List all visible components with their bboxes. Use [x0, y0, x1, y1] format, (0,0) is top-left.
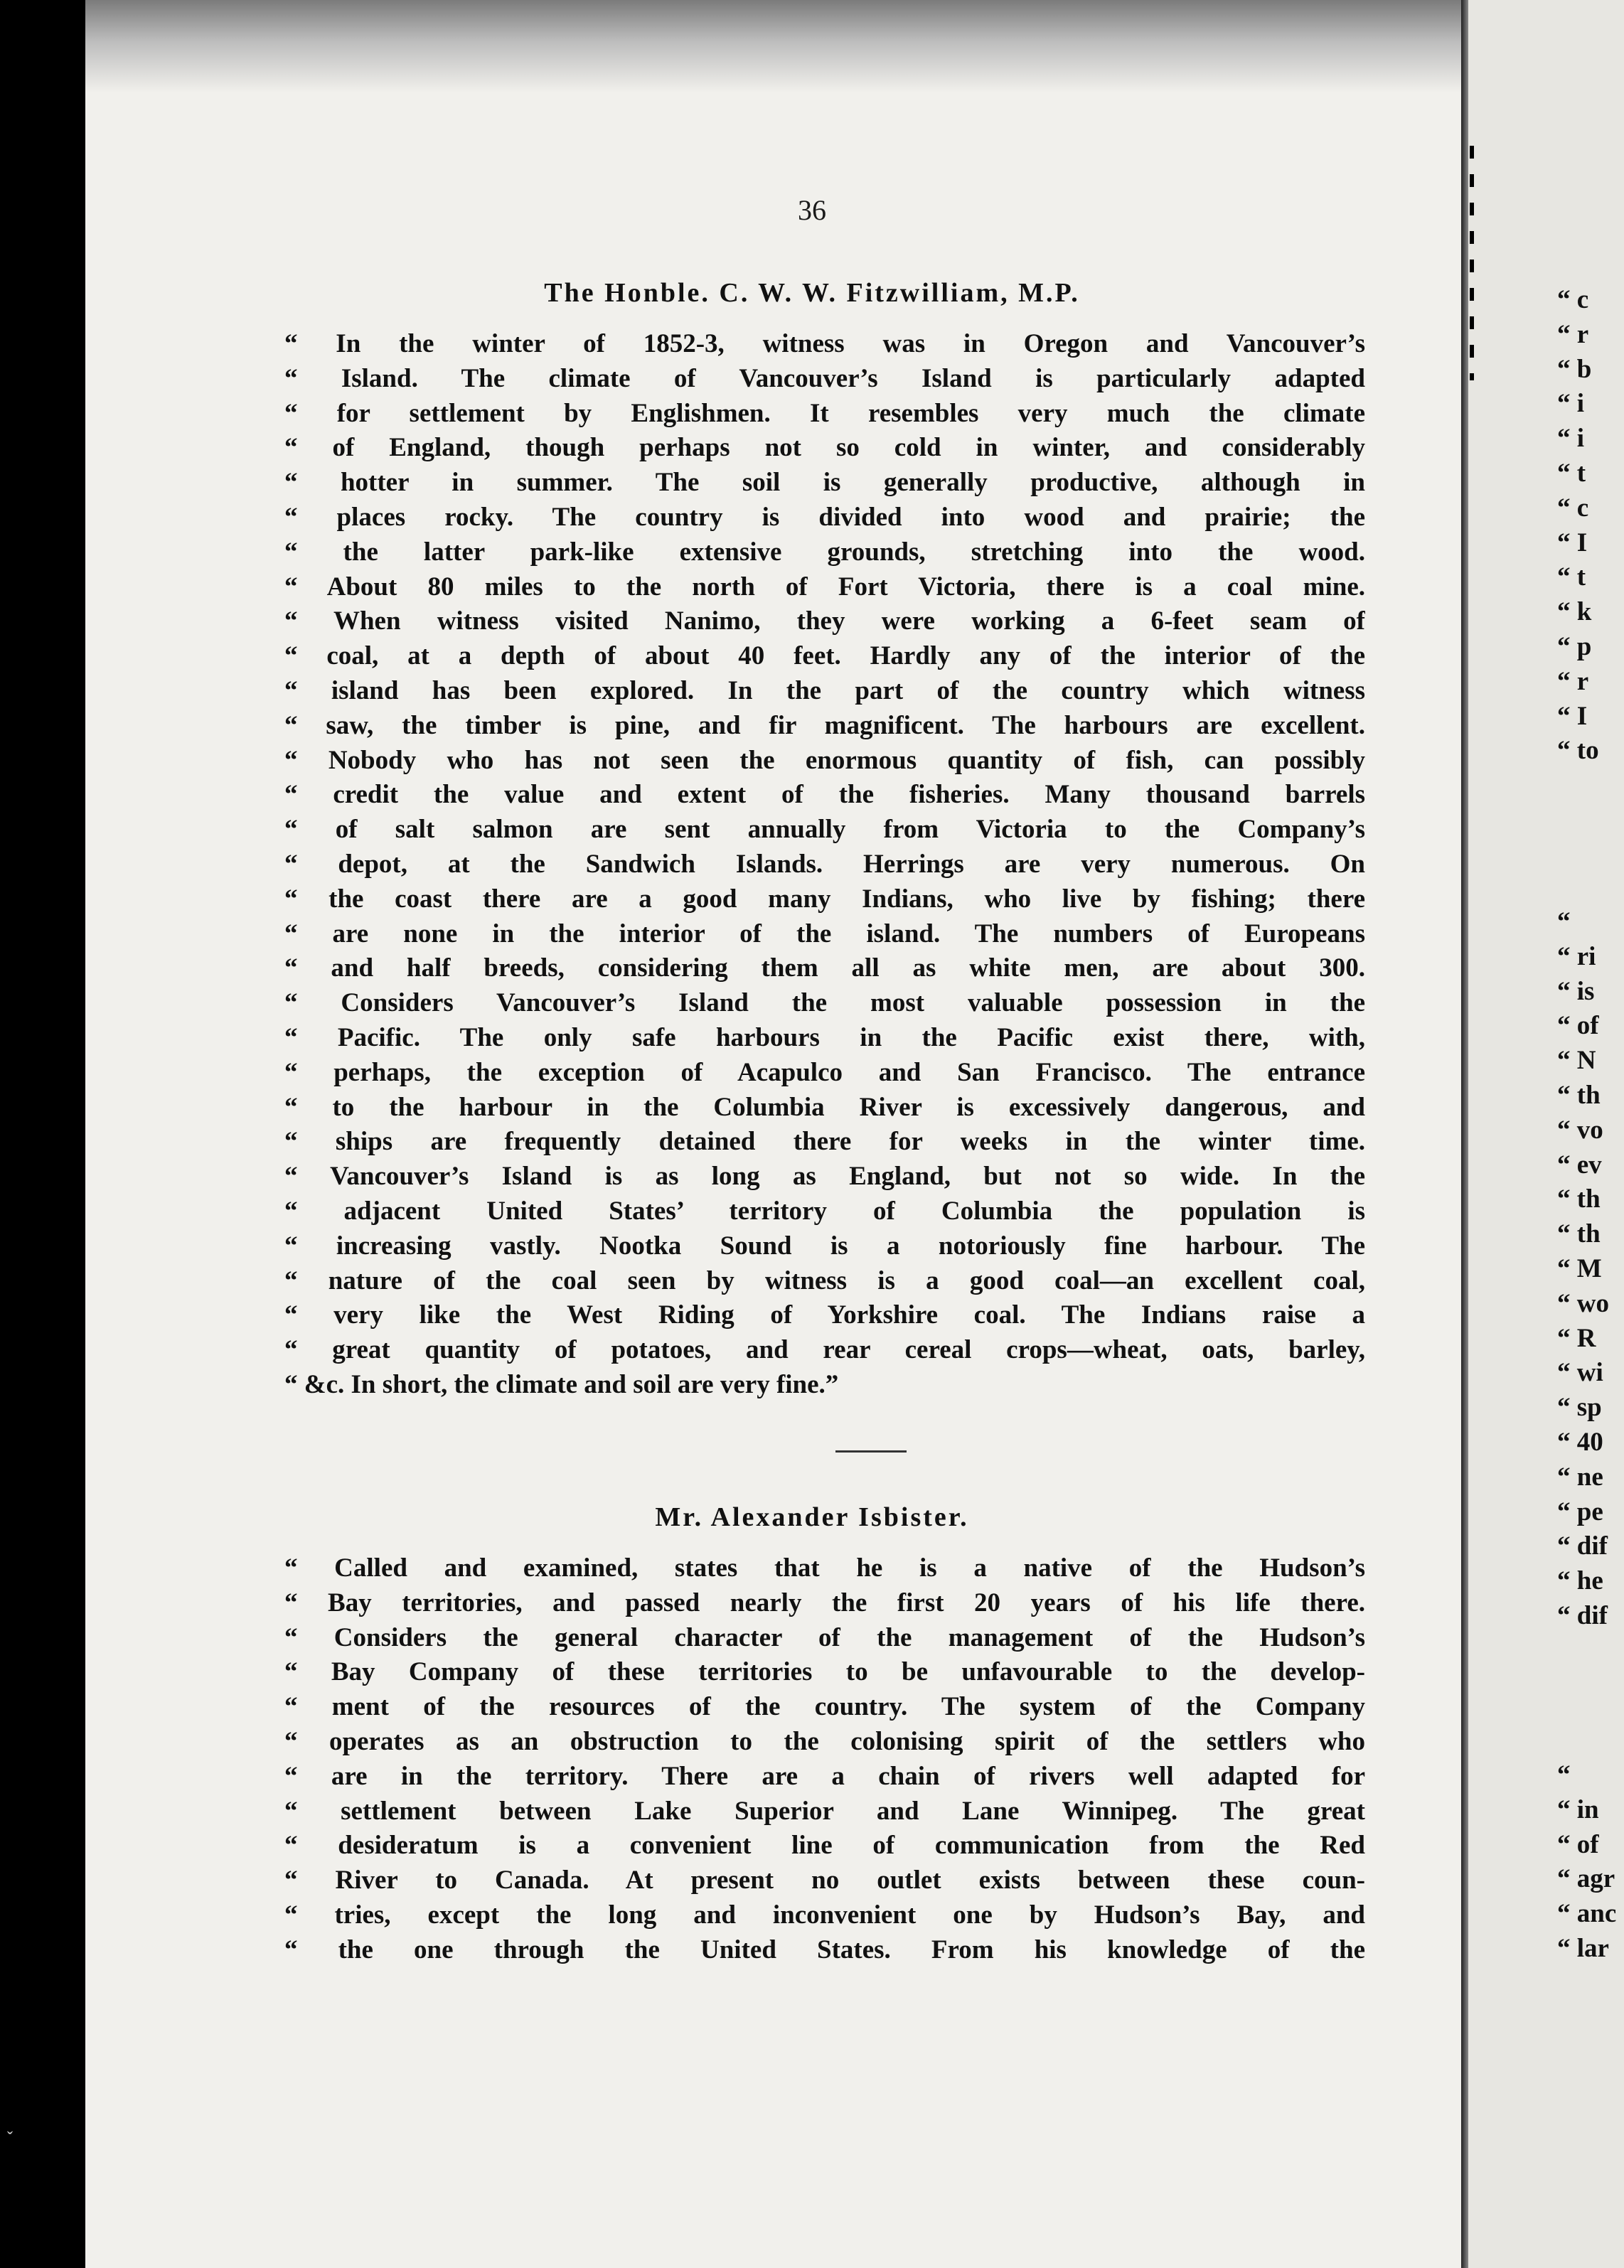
adjacent-fragment-1 — [1557, 283, 1624, 769]
text-line: “ wo — [1557, 1288, 1609, 1318]
text-line: “ Called and examined, states that he is a native of the Hudson’s — [284, 1553, 1365, 1583]
text-line: “ are none in the interior of the island. The numbers of Europeans — [284, 919, 1365, 948]
text-line: “ of salt salmon are sent annually from Victoria to the Company’s — [284, 815, 1365, 845]
section-heading-isbister: Mr. Alexander Isbister. — [655, 1502, 969, 1532]
text-line: “ increasing vastly. Nootka Sound is a notoriously fine harbour. The — [284, 1231, 1365, 1261]
text-line: “ hotter in summer. The soil is generally productive, although in — [284, 468, 1365, 498]
text-line: “ c — [1557, 285, 1589, 314]
text-line: “ N — [1557, 1046, 1596, 1076]
text-line: “ th — [1557, 1080, 1601, 1110]
text-line: “ depot, at the Sandwich Islands. Herrings are very numerous. On — [284, 849, 1365, 879]
adjacent-fragment-2 — [1557, 905, 1624, 1634]
text-line: “ nature of the coal seen by witness is a good coal—an excellent coal, — [284, 1266, 1365, 1295]
text-line: “ About 80 miles to the north of Fort Victoria, there is a coal mine. — [284, 572, 1365, 601]
text-line: “ coal, at a depth of about 40 feet. Hardly any of the interior of the — [284, 641, 1365, 671]
text-line: “ tries, except the long and inconvenient one by Hudson’s Bay, and — [284, 1900, 1365, 1930]
text-line: “ i — [1557, 424, 1585, 454]
text-line: “ of — [1557, 1829, 1599, 1859]
text-line: “ perhaps, the exception of Acapulco and San Francisco. The entrance — [284, 1057, 1365, 1087]
text-line: “ of — [1557, 1011, 1599, 1041]
text-line: “ River to Canada. At present no outlet exists between these coun- — [284, 1866, 1365, 1895]
text-line: “ the latter park-like extensive grounds, stretching into the wood. — [284, 537, 1365, 567]
text-line: “ k — [1557, 597, 1592, 627]
section-separator — [835, 1450, 907, 1453]
text-line: “ I — [1557, 701, 1588, 731]
text-line: “ to the harbour in the Columbia River is excessively dangerous, and — [284, 1092, 1365, 1122]
section-heading-fitzwilliam: The Honble. C. W. W. Fitzwilliam, M.P. — [544, 278, 1080, 308]
text-line: “ island has been explored. In the part of the country which witness — [284, 675, 1365, 705]
text-line: “ the one through the United States. From his knowledge of the — [284, 1935, 1365, 1964]
text-line: “ very like the West Riding of Yorkshire coal. The Indians raise a — [284, 1300, 1365, 1330]
text-line: “ to — [1557, 736, 1599, 766]
text-line: “ ne — [1557, 1462, 1603, 1492]
text-line: “ saw, the timber is pine, and fir magnificent. The harbours are excellent. — [284, 710, 1365, 740]
text-line: “ he — [1557, 1566, 1603, 1596]
text-line: “ settlement between Lake Superior and Lane Winnipeg. The great — [284, 1796, 1365, 1826]
text-line: “ great quantity of potatoes, and rear cereal crops—wheat, oats, barley, — [284, 1335, 1365, 1365]
gutter-marks — [1470, 146, 1474, 380]
text-line: “ &c. In short, the climate and soil are very fine.” — [284, 1369, 839, 1399]
text-line: “ the coast there are a good many Indians, who live by fishing; there — [284, 884, 1365, 914]
text-line: “ R — [1557, 1323, 1596, 1353]
text-line: “ Nobody who has not seen the enormous quantity of fish, can possibly — [284, 745, 1365, 775]
adjacent-fragment-3 — [1557, 1758, 1624, 1967]
text-line: “ Considers the general character of the management of the Hudson’s — [284, 1622, 1365, 1652]
text-line: “ i — [1557, 389, 1585, 419]
text-line: “ for settlement by Englishmen. It resembles very much the climate — [284, 398, 1365, 428]
text-line: “ b — [1557, 354, 1592, 384]
text-line: “ ri — [1557, 941, 1596, 971]
text-line: “ r — [1557, 319, 1589, 349]
text-line: “ Pacific. The only safe harbours in the Pacific exist there, with, — [284, 1022, 1365, 1052]
text-line: “ r — [1557, 666, 1589, 696]
text-line: “ Bay territories, and passed nearly the first 20 years of his life there. — [284, 1588, 1365, 1617]
text-line: “ ships are frequently detained there for weeks in the winter time. — [284, 1127, 1365, 1157]
testimony-isbister — [284, 1551, 1365, 1968]
text-line: “ ev — [1557, 1150, 1602, 1180]
page-number: 36 — [798, 194, 826, 226]
text-line: “ I — [1557, 528, 1588, 557]
text-line: “ th — [1557, 1184, 1601, 1214]
text-line: “ p — [1557, 631, 1592, 661]
stray-mark: ˇ — [7, 2129, 13, 2148]
text-line: “ ment of the resources of the country. The system of the Company — [284, 1692, 1365, 1722]
text-line: “ In the winter of 1852-3, witness was in Oregon and Vancouver’s — [284, 329, 1365, 358]
text-line: “ Bay Company of these territories to be unfavourable to the develop- — [284, 1657, 1365, 1687]
text-line: “ Island. The climate of Vancouver’s Island is particularly adapted — [284, 363, 1365, 393]
text-line: “ Vancouver’s Island is as long as England, but not so wide. In the — [284, 1162, 1365, 1192]
text-line: “ M — [1557, 1253, 1602, 1283]
text-line: “ of England, though perhaps not so cold in winter, and considerably — [284, 433, 1365, 463]
text-line: “ 40 — [1557, 1427, 1603, 1457]
text-line: “ vo — [1557, 1115, 1603, 1145]
text-line: “ in — [1557, 1794, 1599, 1824]
text-line: “ are in the territory. There are a chain of rivers well adapted for — [284, 1761, 1365, 1791]
text-line: “ t — [1557, 562, 1586, 592]
scan-shadow — [85, 0, 1461, 92]
text-line: “ adjacent United States’ territory of Columbia the population is — [284, 1196, 1365, 1226]
text-line: “ places rocky. The country is divided into wood and prairie; the — [284, 502, 1365, 532]
text-line: “ — [1557, 907, 1571, 936]
testimony-fitzwilliam — [284, 327, 1365, 1403]
text-line: “ lar — [1557, 1933, 1609, 1963]
text-line: “ t — [1557, 458, 1586, 488]
text-line: “ dif — [1557, 1531, 1608, 1561]
text-line: “ Considers Vancouver’s Island the most valuable possession in the — [284, 988, 1365, 1018]
text-line: “ and half breeds, considering them all as white men, are about 300. — [284, 953, 1365, 983]
text-line: “ pe — [1557, 1497, 1603, 1526]
text-line: “ desideratum is a convenient line of communication from the Red — [284, 1831, 1365, 1861]
text-line: “ credit the value and extent of the fisheries. Many thousand barrels — [284, 780, 1365, 810]
text-line: “ wi — [1557, 1358, 1603, 1388]
text-line: “ dif — [1557, 1600, 1608, 1630]
text-line: “ — [1557, 1760, 1571, 1790]
text-line: “ When witness visited Nanimo, they were working a 6-feet seam of — [284, 606, 1365, 636]
text-line: “ anc — [1557, 1899, 1617, 1929]
text-line: “ agr — [1557, 1864, 1615, 1894]
text-line: “ is — [1557, 976, 1595, 1006]
text-line: “ th — [1557, 1219, 1601, 1249]
text-line: “ operates as an obstruction to the colonising spirit of the settlers who — [284, 1726, 1365, 1756]
text-line: “ sp — [1557, 1393, 1602, 1423]
page-gutter — [1461, 0, 1468, 2268]
text-line: “ c — [1557, 493, 1589, 523]
